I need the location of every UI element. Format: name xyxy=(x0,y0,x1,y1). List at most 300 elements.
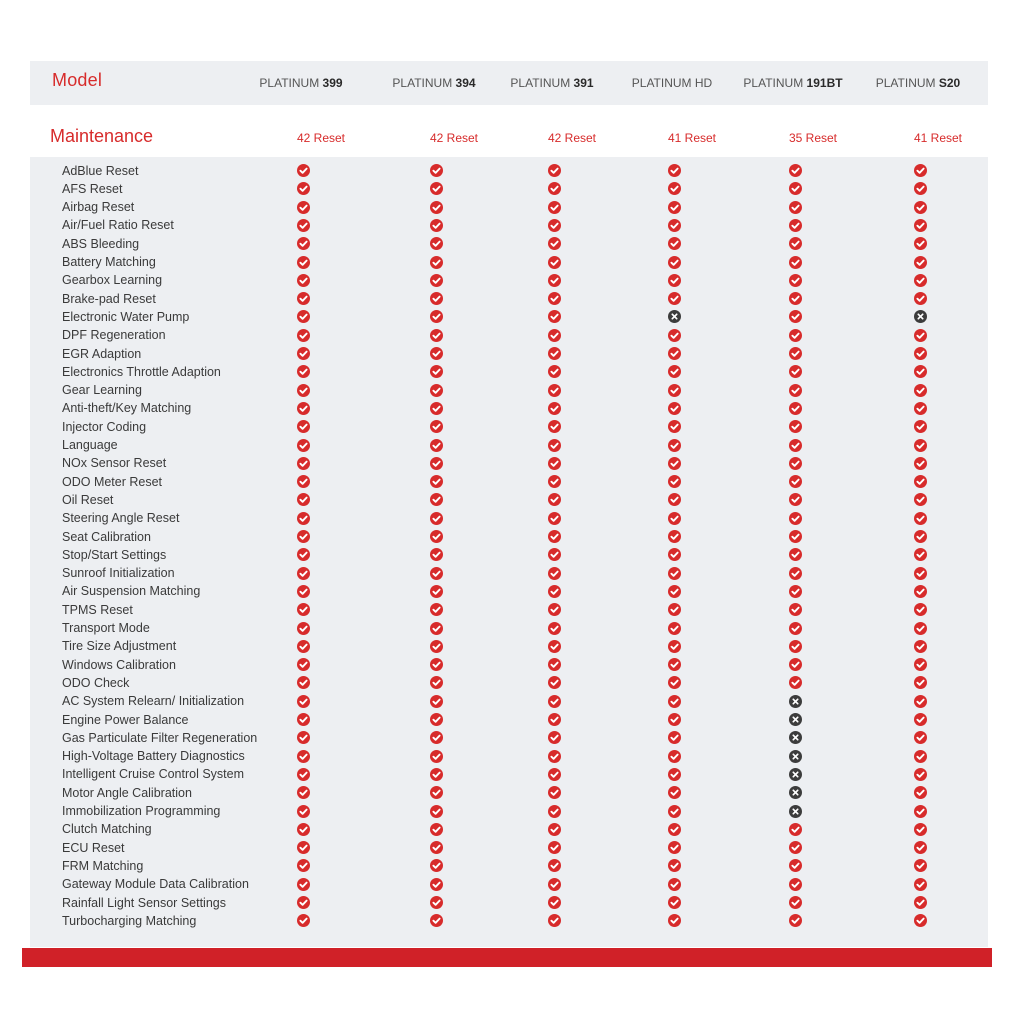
check-icon xyxy=(297,310,310,323)
feature-label: Turbocharging Matching xyxy=(62,913,197,928)
check-icon xyxy=(668,805,681,818)
check-icon xyxy=(789,493,802,506)
check-icon xyxy=(668,548,681,561)
check-icon xyxy=(297,457,310,470)
check-icon xyxy=(430,695,443,708)
check-icon xyxy=(297,164,310,177)
feature-label: Language xyxy=(62,438,118,452)
check-icon xyxy=(430,640,443,653)
check-icon xyxy=(297,713,310,726)
feature-label: Intelligent Cruise Control System xyxy=(62,767,245,782)
check-icon xyxy=(548,329,561,342)
check-icon xyxy=(430,256,443,269)
cross-icon xyxy=(668,310,681,323)
check-icon xyxy=(548,823,561,836)
check-icon xyxy=(548,859,561,872)
cross-icon xyxy=(789,731,802,744)
check-icon xyxy=(668,750,681,763)
check-icon xyxy=(548,841,561,854)
check-icon xyxy=(430,457,443,470)
check-icon xyxy=(789,640,802,653)
model-column-header xyxy=(723,76,863,90)
check-icon xyxy=(430,841,443,854)
check-icon xyxy=(668,329,681,342)
check-icon xyxy=(668,914,681,927)
check-icon xyxy=(789,402,802,415)
check-icon xyxy=(548,585,561,598)
feature-label: DPF Regeneration xyxy=(62,328,166,343)
check-icon xyxy=(548,731,561,744)
feature-label: AdBlue Reset xyxy=(62,163,139,178)
check-icon xyxy=(914,548,927,561)
check-icon xyxy=(914,365,927,378)
check-icon xyxy=(668,475,681,488)
maintenance-heading: Maintenance xyxy=(50,126,154,146)
check-icon xyxy=(430,164,443,177)
check-icon xyxy=(297,859,310,872)
check-icon xyxy=(668,292,681,305)
feature-label: Injector Coding xyxy=(62,419,147,434)
check-icon xyxy=(548,622,561,635)
check-icon xyxy=(430,365,443,378)
check-icon xyxy=(668,347,681,360)
check-icon xyxy=(548,805,561,818)
feature-label: Airbag Reset xyxy=(62,200,135,215)
check-icon xyxy=(430,512,443,525)
check-icon xyxy=(548,640,561,653)
check-icon xyxy=(297,841,310,854)
check-icon xyxy=(548,402,561,415)
check-icon xyxy=(297,530,310,543)
cross-icon xyxy=(789,768,802,781)
check-icon xyxy=(430,548,443,561)
model-prefix: PLATINUM xyxy=(743,76,807,90)
check-icon xyxy=(297,786,310,799)
check-icon xyxy=(914,713,927,726)
check-icon xyxy=(297,182,310,195)
check-icon xyxy=(668,219,681,232)
feature-label: Engine Power Balance xyxy=(62,712,189,727)
check-icon xyxy=(548,256,561,269)
check-icon xyxy=(789,914,802,927)
check-icon xyxy=(430,786,443,799)
check-icon xyxy=(914,347,927,360)
check-icon xyxy=(914,439,927,452)
check-icon xyxy=(297,878,310,891)
check-icon xyxy=(548,713,561,726)
check-icon xyxy=(297,731,310,744)
check-icon xyxy=(297,329,310,342)
check-icon xyxy=(914,841,927,854)
check-icon xyxy=(789,292,802,305)
comparison-table-panel xyxy=(30,157,988,947)
cross-icon xyxy=(789,805,802,818)
check-icon xyxy=(914,512,927,525)
check-icon xyxy=(668,384,681,397)
check-icon xyxy=(548,292,561,305)
check-icon xyxy=(430,805,443,818)
check-icon xyxy=(430,530,443,543)
check-icon xyxy=(430,493,443,506)
check-icon xyxy=(914,493,927,506)
check-icon xyxy=(914,805,927,818)
check-icon xyxy=(789,457,802,470)
check-icon xyxy=(668,182,681,195)
check-icon xyxy=(430,914,443,927)
check-icon xyxy=(789,182,802,195)
check-icon xyxy=(668,640,681,653)
check-icon xyxy=(548,878,561,891)
feature-label: Motor Angle Calibration xyxy=(62,785,192,800)
reset-count: 35 Reset xyxy=(788,131,838,145)
check-icon xyxy=(914,219,927,232)
feature-label: Gearbox Learning xyxy=(62,273,163,288)
check-icon xyxy=(914,164,927,177)
check-icon xyxy=(914,676,927,689)
check-icon xyxy=(430,420,443,433)
check-icon xyxy=(548,658,561,671)
feature-label: ODO Check xyxy=(62,675,130,690)
check-icon xyxy=(548,914,561,927)
feature-label: TPMS Reset xyxy=(62,602,133,617)
check-icon xyxy=(430,750,443,763)
cross-icon xyxy=(789,786,802,799)
check-icon xyxy=(789,475,802,488)
check-icon xyxy=(430,182,443,195)
check-icon xyxy=(668,512,681,525)
check-icon xyxy=(668,420,681,433)
check-icon xyxy=(668,786,681,799)
check-icon xyxy=(914,640,927,653)
check-icon xyxy=(789,676,802,689)
check-icon xyxy=(914,658,927,671)
check-icon xyxy=(430,475,443,488)
check-icon xyxy=(789,548,802,561)
check-icon xyxy=(789,384,802,397)
feature-label: High-Voltage Battery Diagnostics xyxy=(62,749,245,764)
check-icon xyxy=(914,768,927,781)
feature-label: Seat Calibration xyxy=(62,529,151,544)
feature-label: Tire Size Adjustment xyxy=(62,639,177,654)
check-icon xyxy=(789,896,802,909)
check-icon xyxy=(789,256,802,269)
check-icon xyxy=(668,658,681,671)
feature-label: ODO Meter Reset xyxy=(62,474,163,489)
check-icon xyxy=(430,567,443,580)
check-icon xyxy=(430,731,443,744)
feature-label: Air/Fuel Ratio Reset xyxy=(62,218,174,233)
check-icon xyxy=(789,567,802,580)
check-icon xyxy=(668,676,681,689)
check-icon xyxy=(548,237,561,250)
check-icon xyxy=(297,256,310,269)
check-icon xyxy=(297,603,310,616)
model-prefix: PLATINUM xyxy=(631,76,695,90)
check-icon xyxy=(297,274,310,287)
reset-count: 42 Reset xyxy=(429,131,479,145)
check-icon xyxy=(430,768,443,781)
check-icon xyxy=(789,859,802,872)
feature-label: Clutch Matching xyxy=(62,822,152,837)
footer-bar xyxy=(22,948,992,967)
model-number: HD xyxy=(694,76,713,90)
check-icon xyxy=(914,274,927,287)
cross-icon xyxy=(789,750,802,763)
check-icon xyxy=(548,548,561,561)
check-icon xyxy=(297,622,310,635)
model-column-header xyxy=(602,76,742,90)
check-icon xyxy=(548,347,561,360)
check-icon xyxy=(297,640,310,653)
check-icon xyxy=(914,530,927,543)
check-icon xyxy=(548,164,561,177)
check-icon xyxy=(297,402,310,415)
feature-label: Gateway Module Data Calibration xyxy=(62,877,249,892)
check-icon xyxy=(914,457,927,470)
feature-label: Rainfall Light Sensor Settings xyxy=(62,895,226,910)
check-icon xyxy=(430,402,443,415)
check-icon xyxy=(430,823,443,836)
check-icon xyxy=(548,420,561,433)
check-icon xyxy=(914,329,927,342)
reset-count: 41 Reset xyxy=(913,131,963,145)
check-icon xyxy=(297,823,310,836)
check-icon xyxy=(297,493,310,506)
check-icon xyxy=(668,439,681,452)
check-icon xyxy=(914,567,927,580)
check-icon xyxy=(297,676,310,689)
check-icon xyxy=(914,914,927,927)
check-icon xyxy=(668,713,681,726)
check-icon xyxy=(914,182,927,195)
check-icon xyxy=(668,878,681,891)
cross-icon xyxy=(789,695,802,708)
check-icon xyxy=(430,622,443,635)
feature-label: Gear Learning xyxy=(62,383,142,398)
check-icon xyxy=(297,585,310,598)
check-icon xyxy=(789,439,802,452)
check-icon xyxy=(430,310,443,323)
check-icon xyxy=(297,420,310,433)
check-icon xyxy=(548,896,561,909)
check-icon xyxy=(430,676,443,689)
model-number: S20 xyxy=(938,76,961,90)
check-icon xyxy=(789,347,802,360)
check-icon xyxy=(297,439,310,452)
check-icon xyxy=(297,896,310,909)
check-icon xyxy=(297,219,310,232)
check-icon xyxy=(668,731,681,744)
check-icon xyxy=(668,567,681,580)
check-icon xyxy=(297,695,310,708)
check-icon xyxy=(789,237,802,250)
check-icon xyxy=(548,310,561,323)
model-heading: Model xyxy=(52,70,103,90)
check-icon xyxy=(548,201,561,214)
model-prefix: PLATINUM xyxy=(510,76,574,90)
check-icon xyxy=(668,164,681,177)
reset-count: 42 Reset xyxy=(296,131,346,145)
check-icon xyxy=(914,237,927,250)
check-icon xyxy=(430,713,443,726)
check-icon xyxy=(914,859,927,872)
check-icon xyxy=(297,475,310,488)
check-icon xyxy=(297,658,310,671)
check-icon xyxy=(297,292,310,305)
feature-label: Windows Calibration xyxy=(62,657,176,672)
check-icon xyxy=(668,859,681,872)
check-icon xyxy=(548,750,561,763)
check-icon xyxy=(430,878,443,891)
check-icon xyxy=(668,603,681,616)
feature-label: EGR Adaption xyxy=(62,346,142,361)
model-number: 191BT xyxy=(806,76,843,90)
check-icon xyxy=(789,823,802,836)
check-icon xyxy=(548,512,561,525)
check-icon xyxy=(668,274,681,287)
check-icon xyxy=(548,768,561,781)
check-icon xyxy=(914,896,927,909)
check-icon xyxy=(668,530,681,543)
check-icon xyxy=(789,841,802,854)
check-icon xyxy=(914,786,927,799)
check-icon xyxy=(430,237,443,250)
check-icon xyxy=(548,493,561,506)
feature-label: Gas Particulate Filter Regeneration xyxy=(62,730,258,745)
check-icon xyxy=(430,439,443,452)
feature-label: Electronics Throttle Adaption xyxy=(62,364,221,379)
feature-label: FRM Matching xyxy=(62,858,144,873)
check-icon xyxy=(914,750,927,763)
check-icon xyxy=(914,402,927,415)
check-icon xyxy=(789,512,802,525)
check-icon xyxy=(297,805,310,818)
feature-label: Immobilization Programming xyxy=(62,804,221,818)
check-icon xyxy=(914,731,927,744)
check-icon xyxy=(789,310,802,323)
check-icon xyxy=(430,384,443,397)
check-icon xyxy=(548,182,561,195)
check-icon xyxy=(789,878,802,891)
check-icon xyxy=(789,585,802,598)
feature-label: AFS Reset xyxy=(62,181,123,196)
check-icon xyxy=(914,585,927,598)
check-icon xyxy=(668,493,681,506)
check-icon xyxy=(430,274,443,287)
check-icon xyxy=(914,622,927,635)
feature-label: NOx Sensor Reset xyxy=(62,456,167,471)
check-icon xyxy=(789,603,802,616)
check-icon xyxy=(297,914,310,927)
feature-label: Steering Angle Reset xyxy=(62,511,180,526)
check-icon xyxy=(297,768,310,781)
check-icon xyxy=(914,384,927,397)
check-icon xyxy=(668,402,681,415)
cross-icon xyxy=(789,713,802,726)
check-icon xyxy=(548,457,561,470)
check-icon xyxy=(668,622,681,635)
check-icon xyxy=(668,823,681,836)
check-icon xyxy=(914,823,927,836)
feature-label: Brake-pad Reset xyxy=(62,291,156,306)
check-icon xyxy=(548,695,561,708)
check-icon xyxy=(914,292,927,305)
check-icon xyxy=(297,384,310,397)
check-icon xyxy=(668,365,681,378)
feature-label: Sunroof Initialization xyxy=(62,566,175,581)
check-icon xyxy=(430,219,443,232)
feature-label: Stop/Start Settings xyxy=(62,547,167,562)
check-icon xyxy=(789,622,802,635)
check-icon xyxy=(430,292,443,305)
check-icon xyxy=(914,603,927,616)
reset-count: 41 Reset xyxy=(667,131,717,145)
check-icon xyxy=(548,567,561,580)
feature-label: Oil Reset xyxy=(62,492,114,507)
check-icon xyxy=(548,274,561,287)
model-number: 394 xyxy=(455,76,476,90)
check-icon xyxy=(914,201,927,214)
check-icon xyxy=(914,878,927,891)
model-column-header xyxy=(848,76,988,90)
check-icon xyxy=(297,365,310,378)
check-icon xyxy=(668,237,681,250)
check-icon xyxy=(430,658,443,671)
check-icon xyxy=(430,201,443,214)
model-column-header xyxy=(231,76,371,90)
check-icon xyxy=(548,603,561,616)
check-icon xyxy=(430,329,443,342)
check-icon xyxy=(297,548,310,561)
model-prefix: PLATINUM xyxy=(875,76,939,90)
check-icon xyxy=(668,256,681,269)
check-icon xyxy=(548,219,561,232)
check-icon xyxy=(430,347,443,360)
check-icon xyxy=(789,658,802,671)
feature-label: Anti-theft/Key Matching xyxy=(62,401,192,416)
check-icon xyxy=(430,896,443,909)
feature-label: Battery Matching xyxy=(62,255,156,269)
check-icon xyxy=(914,695,927,708)
check-icon xyxy=(668,841,681,854)
check-icon xyxy=(548,530,561,543)
check-icon xyxy=(668,201,681,214)
check-icon xyxy=(297,237,310,250)
feature-label: Electronic Water Pump xyxy=(62,309,190,324)
check-icon xyxy=(789,530,802,543)
check-icon xyxy=(430,585,443,598)
model-prefix: PLATINUM xyxy=(259,76,323,90)
check-icon xyxy=(668,457,681,470)
check-icon xyxy=(297,512,310,525)
model-number: 391 xyxy=(573,76,594,90)
check-icon xyxy=(430,859,443,872)
model-number: 399 xyxy=(322,76,343,90)
check-icon xyxy=(548,786,561,799)
check-icon xyxy=(789,329,802,342)
check-icon xyxy=(548,676,561,689)
check-icon xyxy=(789,420,802,433)
check-icon xyxy=(789,219,802,232)
check-icon xyxy=(789,164,802,177)
check-icon xyxy=(789,201,802,214)
check-icon xyxy=(297,567,310,580)
reset-count: 42 Reset xyxy=(547,131,597,145)
model-prefix: PLATINUM xyxy=(392,76,456,90)
check-icon xyxy=(914,256,927,269)
check-icon xyxy=(548,384,561,397)
check-icon xyxy=(297,201,310,214)
